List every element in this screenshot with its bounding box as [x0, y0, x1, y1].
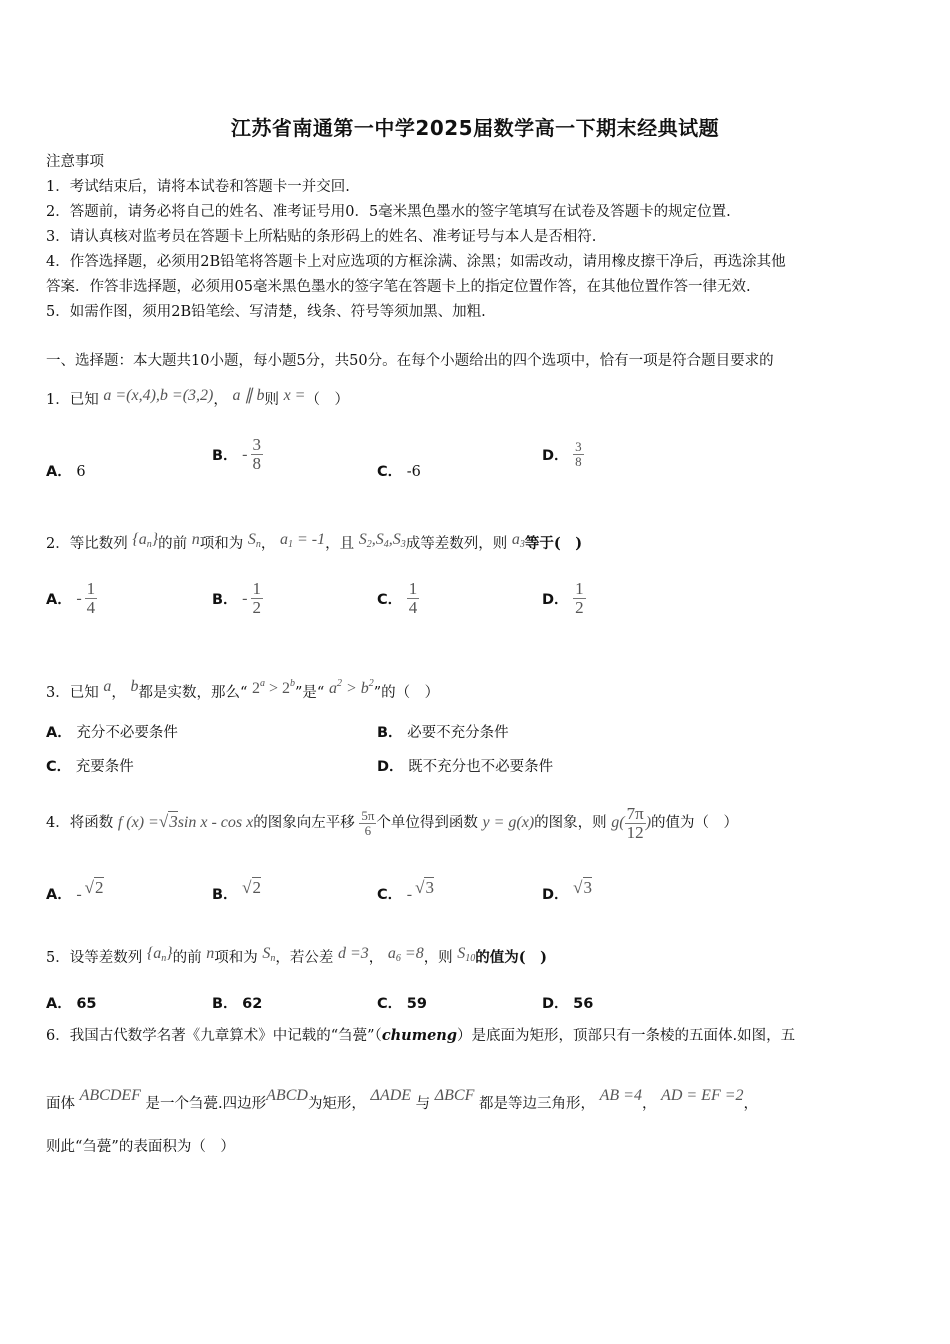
option-label: A． [46, 887, 72, 903]
option-label: C． [377, 996, 403, 1012]
math-expression: ABCD [266, 1087, 308, 1104]
math-part: a [279, 531, 288, 548]
fraction-denominator: 8 [252, 454, 261, 473]
fraction-denominator: 2 [252, 598, 261, 617]
question-text: ）是底面为矩形，顶部只有一条棱的五面体.如图，五 [456, 1028, 796, 1044]
notice-item-1: 1．考试结束后，请将本试卷和答题卡一并交回. [46, 179, 350, 195]
math-expression [388, 945, 424, 962]
question-text: ， [111, 685, 126, 701]
math-part: a [387, 945, 396, 962]
math-subscript: 1 [287, 539, 293, 550]
sqrt: √3 [573, 878, 592, 897]
minus-sign: - [76, 589, 82, 607]
math-expression [457, 945, 475, 962]
question-text: 我国古代数学名著《九章算术》中记载的“刍甍”（ [69, 1028, 382, 1044]
radicand: 3 [425, 878, 434, 897]
math-expression: ) [645, 814, 652, 831]
math-expression: a =(x,4),b =(3,2) [103, 387, 214, 404]
fraction [251, 436, 264, 473]
question-text: ”是“ [295, 685, 325, 701]
radicand: 3 [583, 878, 592, 897]
question-6-line-2 [46, 1086, 758, 1114]
question-text: 都是等边三角形， [478, 1096, 595, 1112]
math-expression: ΔBCF [434, 1087, 475, 1104]
notice-item-2: 2．答题前，请务必将自己的姓名、准考证号用0．5毫米黑色墨水的签字笔填写在试卷及答题卡的规定位置. [46, 204, 731, 220]
math-expression: ΔADE [370, 1087, 412, 1104]
math-subscript: 10 [465, 953, 476, 964]
math-subscript: 3 [400, 539, 406, 550]
math-expression [329, 680, 374, 697]
option-label: A． [46, 464, 72, 480]
option-label: D． [377, 759, 404, 775]
question-2 [46, 530, 582, 555]
math-superscript: 2 [336, 678, 342, 689]
math-expression: y = g(x) [482, 814, 535, 831]
math-superscript: b [290, 678, 296, 689]
option-d[interactable] [542, 992, 593, 1013]
notice-item-4-cont: 答案．作答非选择题，必须用05毫米黑色墨水的签字笔在答题卡上的指定位置作答，在其他位置作答一律无效. [46, 279, 751, 295]
radicand: 2 [252, 878, 262, 897]
math-part: ,S [388, 531, 401, 548]
option-label: C． [46, 759, 72, 775]
question-5 [46, 944, 547, 969]
math-expression [512, 531, 525, 548]
fraction-denominator: 8 [575, 454, 582, 469]
fraction [407, 580, 420, 617]
question-text: ， [743, 1096, 759, 1112]
math-part: S [262, 945, 271, 962]
question-text: 等比数列 [69, 536, 128, 552]
option-value: 62 [242, 996, 263, 1012]
option-value: 65 [76, 996, 97, 1012]
option-value: 充要条件 [75, 759, 134, 775]
minus-sign: - [242, 445, 248, 463]
question-number: 1． [46, 392, 70, 408]
fraction [359, 809, 376, 838]
math-subscript: n [255, 539, 261, 550]
option-label: B． [212, 887, 238, 903]
sqrt: √2 [84, 878, 104, 897]
question-text: ， [213, 392, 228, 408]
fraction-numerator: 7π [626, 803, 644, 823]
question-text: 的图象，则 [534, 815, 607, 831]
option-c[interactable] [46, 755, 134, 776]
fraction-denominator: 2 [575, 598, 584, 617]
option-label: C． [377, 887, 403, 903]
question-text: 将函数 [69, 815, 114, 831]
question-number: 2． [46, 536, 70, 552]
sqrt: √3 [415, 878, 434, 897]
math-part: {a [146, 945, 162, 962]
fraction-denominator: 6 [364, 822, 372, 838]
fraction [573, 580, 586, 617]
option-value: 必要不充分条件 [407, 725, 509, 741]
question-number: 5． [46, 950, 70, 966]
option-a[interactable] [46, 460, 86, 481]
question-number: 3． [46, 685, 70, 701]
fraction-numerator: 1 [86, 579, 96, 598]
question-text: 的前 [158, 536, 188, 552]
option-label: B． [377, 725, 403, 741]
question-text: 的值为（ ） [651, 815, 739, 831]
option-d[interactable] [377, 755, 553, 776]
fraction [85, 580, 98, 617]
math-subscript: n [146, 539, 152, 550]
math-expression: b [130, 678, 139, 695]
question-6-line-3: 则此“刍甍”的表面积为（ ） [46, 1139, 235, 1155]
math-part: = -1 [292, 531, 326, 548]
option-b[interactable] [212, 580, 263, 617]
question-text: 为矩形， [307, 1096, 366, 1112]
option-b[interactable] [377, 721, 509, 742]
math-subscript: 4 [383, 539, 389, 550]
math-expression: AB =4 [599, 1087, 642, 1104]
math-part: ,S [371, 531, 384, 548]
question-text: 的前 [172, 950, 202, 966]
fraction-numerator: 1 [575, 579, 584, 598]
fraction-numerator: 5π [361, 807, 375, 823]
option-value: 59 [406, 996, 427, 1012]
option-label: D． [542, 448, 569, 464]
question-text: ， [641, 1096, 657, 1112]
question-text: 都是实数，那么“ [138, 685, 248, 701]
option-label: A． [46, 592, 72, 608]
math-subscript: 2 [366, 539, 372, 550]
fraction [251, 580, 264, 617]
option-b[interactable] [212, 436, 263, 473]
fraction-denominator: 4 [408, 598, 418, 617]
question-text: ，且 [325, 536, 355, 552]
option-c[interactable] [377, 460, 421, 481]
math-expression [252, 680, 295, 697]
option-value: 既不充分也不必要条件 [408, 759, 554, 775]
question-text: 项和为 [199, 536, 244, 552]
fraction [625, 805, 646, 842]
math-expression [248, 531, 261, 548]
question-text: 面体 [46, 1096, 75, 1112]
math-subscript: 3 [519, 539, 525, 550]
math-subscript: n [270, 953, 276, 964]
question-text: 成等差数列，则 [405, 536, 508, 552]
math-expression: g( [611, 814, 625, 831]
math-expression: x = [283, 387, 306, 404]
fraction-numerator: 1 [252, 579, 261, 598]
math-expression [147, 945, 173, 962]
math-part: S [457, 945, 466, 962]
question-number: 6． [46, 1028, 70, 1044]
fraction-denominator: 4 [86, 598, 96, 617]
option-label: B． [212, 996, 238, 1012]
question-text: 则 [264, 392, 279, 408]
question-text: ”的（ ） [373, 685, 440, 701]
math-subscript: n [161, 953, 167, 964]
question-text: ，若公差 [275, 950, 334, 966]
math-part: S [358, 531, 367, 548]
option-a[interactable] [46, 580, 97, 617]
math-part: f (x) = [117, 814, 159, 831]
option-value: -6 [406, 464, 421, 480]
math-expression [359, 531, 406, 548]
option-label: A． [46, 996, 72, 1012]
math-part: {a [132, 531, 147, 548]
fraction-numerator: 1 [408, 579, 418, 598]
option-label: D． [542, 887, 569, 903]
question-6 [46, 1026, 795, 1046]
minus-sign: - [406, 886, 413, 903]
option-d[interactable] [542, 440, 584, 469]
fraction-numerator: 3 [252, 435, 261, 454]
fraction-denominator: 12 [626, 822, 644, 842]
math-expression: n [206, 945, 215, 962]
fraction [573, 440, 584, 469]
math-part: S [247, 531, 256, 548]
option-b[interactable] [212, 878, 261, 904]
math-expression: n [191, 531, 200, 548]
fraction-numerator: 3 [575, 439, 582, 454]
math-part: 2 [251, 680, 260, 697]
minus-sign: - [76, 886, 82, 903]
question-4 [46, 803, 738, 842]
sqrt: √3 [158, 812, 178, 831]
option-label: D． [542, 592, 569, 608]
math-part: } [166, 945, 173, 962]
option-a[interactable] [46, 992, 97, 1013]
question-text: 的值为( ) [475, 949, 548, 966]
option-c[interactable] [377, 580, 419, 617]
notice-item-4: 4．作答选择题，必须用2B铅笔将答题卡上对应选项的方框涂满、涂黑；如需改动，请用橡皮擦干净后，再选涂其他 [46, 254, 786, 270]
math-part: > b [341, 680, 369, 697]
question-1 [46, 386, 349, 410]
question-text: 项和为 [214, 950, 258, 966]
question-3 [46, 674, 439, 703]
page-title: 江苏省南通第一中学2025届数学高一下期末经典试题 [230, 116, 720, 140]
math-expression: a ∥ b [232, 387, 265, 404]
math-part: =8 [400, 945, 424, 962]
question-text: 设等差数列 [69, 950, 143, 966]
math-expression [280, 531, 325, 548]
question-text: 个单位得到函数 [376, 815, 478, 831]
question-text: 是一个刍甍.四边形 [145, 1096, 267, 1112]
question-text: 已知 [69, 685, 99, 701]
option-label: A． [46, 725, 72, 741]
section-heading: 一、选择题：本大题共10小题，每小题5分，共50分。在每个小题给出的四个选项中，恰有一项是符合题目要求的 [46, 353, 774, 369]
radicand: 2 [95, 878, 104, 897]
option-c[interactable] [377, 992, 427, 1013]
question-text: ， [368, 950, 384, 966]
math-part: a [511, 531, 520, 548]
math-part: sin x - cos x [177, 814, 254, 831]
option-value: 56 [573, 996, 594, 1012]
math-part: > 2 [264, 680, 291, 697]
option-b[interactable] [212, 992, 262, 1013]
math-superscript: 2 [368, 678, 374, 689]
option-value: 充分不必要条件 [76, 725, 178, 741]
math-subscript: 6 [395, 953, 401, 964]
option-value: 6 [76, 464, 86, 480]
minus-sign: - [242, 589, 248, 607]
question-text: （ ） [305, 392, 349, 408]
sqrt: √2 [242, 878, 262, 897]
question-number: 4． [46, 815, 70, 831]
question-text: 的图象向左平移 [253, 815, 355, 831]
question-text: 已知 [69, 392, 99, 408]
option-a[interactable] [46, 721, 178, 742]
math-expression [262, 945, 275, 962]
option-label: D． [542, 996, 569, 1012]
radicand: 3 [169, 812, 178, 831]
notice-heading: 注意事项 [46, 154, 104, 170]
option-d[interactable] [542, 878, 592, 904]
option-label: C． [377, 464, 403, 480]
math-expression [132, 531, 158, 548]
notice-item-5: 5．如需作图，须用2B铅笔绘、写清楚，线条、符号等须加黑、加粗. [46, 304, 486, 320]
question-text: 等于( ) [524, 535, 583, 552]
math-expression: d =3 [337, 945, 369, 962]
option-label: B． [212, 448, 238, 464]
question-text: 与 [415, 1096, 431, 1112]
option-label: C． [377, 592, 403, 608]
math-expression: ABCDEF [79, 1087, 141, 1104]
option-d[interactable] [542, 580, 586, 617]
math-superscript: a [259, 678, 265, 689]
math-part: } [151, 531, 159, 548]
option-a[interactable] [46, 878, 104, 904]
math-expression [118, 814, 253, 831]
question-text: ， [260, 536, 276, 552]
notice-item-3: 3．请认真核对监考员在答题卡上所粘贴的条形码上的姓名、准考证号与本人是否相符. [46, 229, 597, 245]
math-expression: AD = EF =2 [661, 1087, 744, 1104]
question-text: chumeng [381, 1027, 457, 1044]
math-part: a [328, 680, 337, 697]
question-text: ，则 [423, 950, 453, 966]
math-expression: a [103, 678, 112, 695]
option-c[interactable] [377, 878, 434, 904]
option-label: B． [212, 592, 238, 608]
